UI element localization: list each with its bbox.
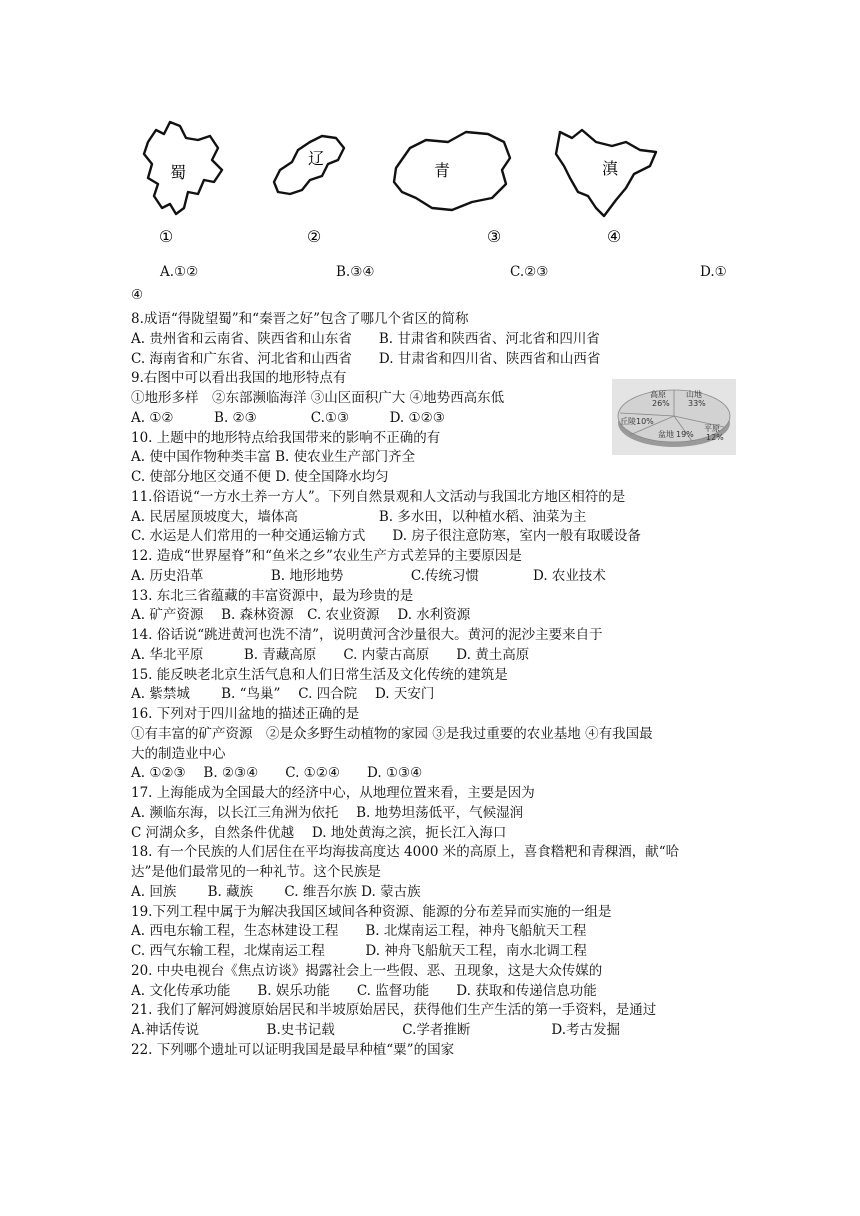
q19-options-ab: A. 西电东输工程，生态林建设工程 B. 北煤南运工程，神舟飞船航天工程 xyxy=(131,923,587,940)
q19-stem: 19.下列工程中属于为解决我国区域间各种资源、能源的分布差异而实施的一组是 xyxy=(131,903,612,920)
q16-statements: ①有丰富的矿产资源 ②是众多野生动植物的家园 ③是我过重要的农业基地 ④有我国最 xyxy=(131,725,653,742)
q14-stem: 14. 俗话说“跳进黄河也洗不清”，说明黄河含沙量很大。黄河的泥沙主要来自于 xyxy=(131,627,603,643)
q8-stem: 8.成语“得陇望蜀”和“秦晋之好”包含了哪几个省区的简称 xyxy=(131,311,469,327)
pie-value-hills: 10% xyxy=(636,417,654,426)
q16-statements-continued: 大的制造业中心 xyxy=(131,745,226,762)
province-char-4: 滇 xyxy=(601,159,619,178)
q9-statements: ①地形多样 ②东部濒临海洋 ③山区面积广大 ④地势西高东低 xyxy=(131,390,505,406)
q18-stem-continued: 达”是他们最常见的一种礼节。这个民族是 xyxy=(131,864,381,880)
pie-label-plateau: 高原 xyxy=(650,390,666,399)
q20-stem: 20. 中央电视台《焦点访谈》揭露社会上一些假、恶、丑现象，这是大众传媒的 xyxy=(131,962,603,979)
pie-value-mountain: 33% xyxy=(688,399,706,408)
q11-stem: 11.俗语说“一方水土养一方人”。下列自然景观和人文活动与我国北方地区相符的是 xyxy=(131,488,626,505)
q17-stem: 17. 上海能成为全国最大的经济中心，从地理位置来看，主要是因为 xyxy=(131,785,535,801)
q17-options-ab: A. 濒临东海，以长江三角洲为依托 B. 地势坦荡低平，气候湿润 xyxy=(131,804,524,821)
province-map-3 xyxy=(394,132,510,246)
q7-option-c: C.②③ xyxy=(510,264,549,280)
map-number-1: ① xyxy=(158,227,174,246)
pie-label-hills: 丘陵 xyxy=(620,417,636,426)
pie-value-plateau: 26% xyxy=(652,399,670,408)
q16-stem: 16. 下列对于四川盆地的描述正确的是 xyxy=(131,706,360,722)
q7-option-d: D.① xyxy=(700,264,727,280)
pie-value-basin: 19% xyxy=(676,430,694,439)
q10-stem: 10. 上题中的地形特点给我国带来的影响不正确的有 xyxy=(131,429,441,446)
province-char-3: 青 xyxy=(433,161,451,180)
pie-label-basin: 盆地 xyxy=(658,430,674,439)
q11-options-ab: A. 民居屋顶坡度大，墙体高 B. 多水田，以种植水稻、油菜为主 xyxy=(131,508,587,525)
q10-options-cd: C. 使部分地区交通不便 D. 使全国降水均匀 xyxy=(131,469,389,485)
q21-stem: 21. 我们了解河姆渡原始居民和半坡原始居民，获得他们生产生活的第一手资料，是通过 xyxy=(131,1002,657,1019)
q12-options: A. 历史沿革 B. 地形地势 C.传统习惯 D. 农业技术 xyxy=(131,567,606,584)
pie-value-plain: 12% xyxy=(706,433,724,442)
q18-options: A. 回族 B. 藏族 C. 维吾尔族 D. 蒙古族 xyxy=(131,883,421,900)
map-number-2: ② xyxy=(306,227,322,246)
q7-option-d-continued: ④ xyxy=(131,287,144,303)
province-char-2: 辽 xyxy=(307,149,325,168)
q8-options-ab: A. 贵州省和云南省、陕西省和山东省 B. 甘肃省和陕西省、河北省和四川省 xyxy=(131,330,600,347)
q13-stem: 13. 东北三省蕴藏的丰富资源中，最为珍贵的是 xyxy=(131,587,414,604)
q15-stem: 15. 能反映老北京生活气息和人们日常生活及文化传统的建筑是 xyxy=(131,666,508,683)
province-map-1 xyxy=(144,122,222,246)
map-number-4: ④ xyxy=(606,227,622,246)
province-maps-svg xyxy=(126,112,670,252)
q17-options-cd: C 河湖众多，自然条件优越 D. 地处黄海之滨，扼长江入海口 xyxy=(131,824,507,841)
q8-options-cd: C. 海南省和广东省、河北省和山西省 D. 甘肃省和四川省、陕西省和山西省 xyxy=(131,350,601,367)
q9-options: A. ①② B. ②③ C.①③ D. ①②③ xyxy=(131,409,445,426)
province-map-4 xyxy=(556,130,656,246)
q20-options: A. 文化传承功能 B. 娱乐功能 C. 监督功能 D. 获取和传递信息功能 xyxy=(131,982,597,999)
province-map-2 xyxy=(274,136,344,246)
pie-label-plain: 平原 xyxy=(704,424,720,433)
q14-options: A. 华北平原 B. 青藏高原 C. 内蒙古高原 D. 黄土高原 xyxy=(131,646,530,663)
q16-options: A. ①②③ B. ②③④ C. ①②④ D. ①③④ xyxy=(131,765,423,782)
q22-stem: 22. 下列哪个遗址可以证明我国是最早种植“粟”的国家 xyxy=(131,1041,455,1058)
q21-options: A.神话传说 B.史书记载 C.学者推断 D.考古发掘 xyxy=(131,1022,621,1038)
questions-body xyxy=(131,310,743,1061)
province-maps-figure xyxy=(126,112,670,252)
q18-stem: 18. 有一个民族的人们居住在平均海拔高度达 4000 米的高原上，喜食糌粑和青稞酒，献“哈 xyxy=(131,844,680,861)
q15-options: A. 紫禁城 B. “鸟巢” C. 四合院 D. 天安门 xyxy=(131,686,435,703)
q11-options-cd: C. 水运是人们常用的一种交通运输方式 D. 房子很注意防寒，室内一般有取暖设备 xyxy=(131,528,641,545)
q13-options: A. 矿产资源 B. 森林资源 C. 农业资源 D. 水利资源 xyxy=(131,607,471,624)
q12-stem: 12. 造成“世界屋脊”和“鱼米之乡”农业生产方式差异的主要原因是 xyxy=(131,548,522,564)
province-char-1: 蜀 xyxy=(169,163,187,182)
q7-option-b: B.③④ xyxy=(336,264,375,280)
pie-label-mountain: 山地 xyxy=(686,390,702,399)
q19-options-cd: C. 西气东输工程，北煤南运工程 D. 神舟飞船航天工程，南水北调工程 xyxy=(131,943,587,959)
q10-options-ab: A. 使中国作物种类丰富 B. 使农业生产部门齐全 xyxy=(131,449,416,466)
map-number-3: ③ xyxy=(486,227,502,246)
q9-stem: 9.右图中可以看出我国的地形特点有 xyxy=(131,370,347,387)
q7-option-a: A.①② xyxy=(160,264,199,280)
